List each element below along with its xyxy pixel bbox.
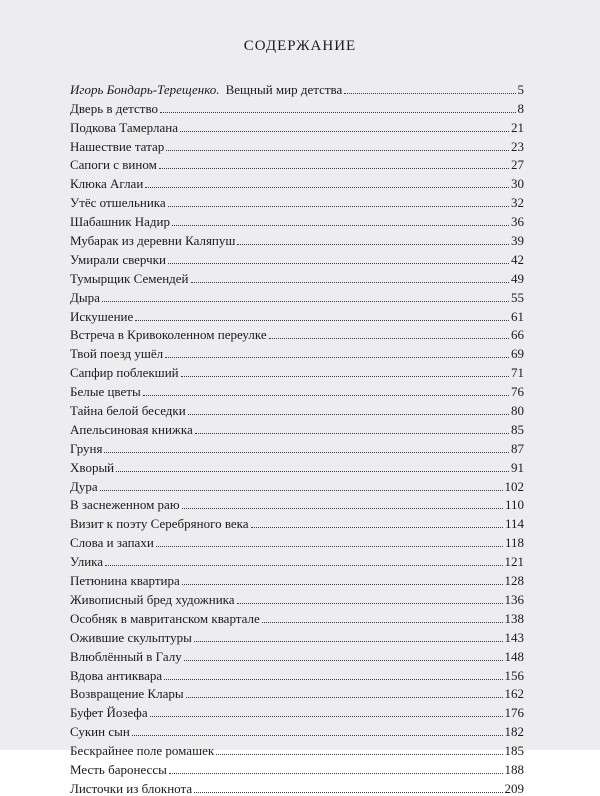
toc-entry xyxy=(70,342,524,361)
toc-entry xyxy=(70,399,524,418)
toc-entry-page: 36 xyxy=(511,214,524,230)
toc-entry xyxy=(70,97,524,116)
dot-leader xyxy=(237,244,509,245)
toc-entry-title: Визит к поэту Серебряного века xyxy=(70,516,249,532)
toc-entry xyxy=(70,172,524,191)
dot-leader xyxy=(194,641,503,642)
toc-entry xyxy=(70,229,524,248)
toc-entry xyxy=(70,645,524,664)
toc-entry-page: 66 xyxy=(511,327,524,343)
toc-entry-title: Возвращение Клары xyxy=(70,686,184,702)
dot-leader xyxy=(166,150,509,151)
toc-entry-title: Клюка Аглаи xyxy=(70,176,144,192)
dot-leader xyxy=(156,546,503,547)
toc-entry xyxy=(70,305,524,324)
dot-leader xyxy=(188,414,509,415)
toc-entry-title: Тумырщик Семендей xyxy=(70,270,189,286)
toc-entry-title: Дверь в детство xyxy=(70,100,158,116)
toc-entry xyxy=(70,758,524,777)
toc-entry-title: Встреча в Кривоколенном переулке xyxy=(70,327,267,343)
toc-entry-title: Утёс отшельника xyxy=(70,195,166,211)
toc-entry-page: 176 xyxy=(504,705,524,721)
toc-entry-page: 182 xyxy=(504,724,524,740)
dot-leader xyxy=(172,225,509,226)
dot-leader xyxy=(194,792,502,793)
toc-entry xyxy=(70,664,524,683)
toc-entry xyxy=(70,720,524,739)
toc-entry-title: Дура xyxy=(70,478,98,494)
toc-entry xyxy=(70,777,524,796)
toc-entry-title: Месть баронессы xyxy=(70,761,167,777)
dot-leader xyxy=(186,697,503,698)
toc-entry-page: 69 xyxy=(511,346,524,362)
toc-entry-page: 5 xyxy=(517,81,524,97)
toc-entry-page: 21 xyxy=(511,119,524,135)
toc-entry-title: Влюблённый в Галу xyxy=(70,648,182,664)
toc-entry-title: Искушение xyxy=(70,308,134,324)
toc-entry-title: Шабашник Надир xyxy=(70,214,170,230)
toc-entry xyxy=(70,380,524,399)
toc-entry xyxy=(70,569,524,588)
toc-entry-page: 8 xyxy=(517,100,524,116)
dot-leader xyxy=(100,490,503,491)
dot-leader xyxy=(195,433,509,434)
toc-entry xyxy=(70,550,524,569)
dot-leader xyxy=(102,301,509,302)
toc-entry xyxy=(70,531,524,550)
toc-entry xyxy=(70,683,524,702)
toc-entry-page: 55 xyxy=(511,289,524,305)
toc-entry-title: Петюнина квартира xyxy=(70,573,180,589)
toc-entry-page: 121 xyxy=(504,554,524,570)
toc-entry xyxy=(70,701,524,720)
dot-leader xyxy=(160,112,516,113)
dot-leader xyxy=(159,168,509,169)
toc-entry-page: 76 xyxy=(511,384,524,400)
toc-entry-title: Груня xyxy=(70,440,103,456)
toc-entry-page: 188 xyxy=(504,761,524,777)
toc-entry-title: Апельсиновая книжка xyxy=(70,421,193,437)
toc-entry xyxy=(70,588,524,607)
toc-entry-title: Сапоги с вином xyxy=(70,157,157,173)
dot-leader xyxy=(251,527,503,528)
dot-leader xyxy=(104,452,509,453)
dot-leader xyxy=(164,679,502,680)
toc-entry-page: 148 xyxy=(504,648,524,664)
toc-entry-intro xyxy=(70,78,524,97)
dot-leader xyxy=(135,320,509,321)
toc-entry-page: 39 xyxy=(511,233,524,249)
toc-entry-page: 209 xyxy=(504,780,524,796)
toc-entry xyxy=(70,135,524,154)
toc-entry-title: Живописный бред художника xyxy=(70,591,235,607)
toc-entry-title: Листочки из блокнота xyxy=(70,780,193,796)
toc-entry-title: Бескрайнее поле ромашек xyxy=(70,743,215,759)
toc-entry-page: 30 xyxy=(511,176,524,192)
toc-entry-title: Вдова антиквара xyxy=(70,667,163,683)
toc-entry-page: 114 xyxy=(504,516,524,532)
dot-leader xyxy=(165,357,509,358)
toc-entry-page: 61 xyxy=(511,308,524,324)
toc-entry xyxy=(70,248,524,267)
toc-entry-page: 23 xyxy=(511,138,524,154)
dot-leader xyxy=(344,93,515,94)
dot-leader xyxy=(132,735,503,736)
toc-entry-page: 49 xyxy=(511,270,524,286)
toc-entry-title: Дыра xyxy=(70,289,100,305)
dot-leader xyxy=(168,206,509,207)
toc-entry-page: 162 xyxy=(504,686,524,702)
toc-entry-title: Сукин сын xyxy=(70,724,130,740)
page-title: СОДЕРЖАНИЕ xyxy=(243,38,357,54)
toc-entry-page: 85 xyxy=(511,421,524,437)
toc-entry-title: Слова и запахи xyxy=(70,535,154,551)
toc-entry xyxy=(70,191,524,210)
toc-entry xyxy=(70,607,524,626)
toc-entry xyxy=(70,418,524,437)
toc-entry-title-text: Вещный мир детства xyxy=(225,81,343,97)
toc-entry-page: 138 xyxy=(504,610,524,626)
toc-entry-title: Белые цветы xyxy=(70,384,141,400)
toc-entry-page: 71 xyxy=(511,365,524,381)
toc-entry-page: 102 xyxy=(504,478,524,494)
toc-entry-page: 27 xyxy=(511,157,524,173)
toc-entry-page: 185 xyxy=(504,743,524,759)
toc-entry xyxy=(70,154,524,173)
toc-entry-title: Сапфир поблекший xyxy=(70,365,179,381)
toc-entry-title: Нашествие татар xyxy=(70,138,165,154)
toc-entry-page: 143 xyxy=(504,629,524,645)
toc-entry-page: 118 xyxy=(504,535,524,551)
toc-entry-title: Умирали сверчки xyxy=(70,251,166,267)
toc-entry-page: 136 xyxy=(504,591,524,607)
dot-leader xyxy=(262,622,503,623)
toc-entry-title: Подкова Тамерлана xyxy=(70,119,178,135)
toc-entry xyxy=(70,361,524,380)
toc-entry xyxy=(70,267,524,286)
toc-entry xyxy=(70,512,524,531)
toc-entry-title: Хворый xyxy=(70,459,115,475)
dot-leader xyxy=(143,395,509,396)
toc-entry xyxy=(70,116,524,135)
dot-leader xyxy=(237,603,503,604)
dot-leader xyxy=(168,263,509,264)
toc-entry xyxy=(70,286,524,305)
toc-entry-title: Мубарак из деревни Каляпуш xyxy=(70,233,236,249)
toc-entry-title: Твой поезд ушёл xyxy=(70,346,164,362)
toc-entry-page: 87 xyxy=(511,440,524,456)
toc-entry xyxy=(70,324,524,343)
toc-entry-page: 156 xyxy=(504,667,524,683)
toc-entry-title: Тайна белой беседки xyxy=(70,403,186,419)
toc-entry-page: 32 xyxy=(511,195,524,211)
toc-entry-author: Игорь Бондарь-Терещенко. xyxy=(70,81,220,97)
toc-entry-page: 91 xyxy=(511,459,524,475)
toc-entry xyxy=(70,494,524,513)
dot-leader xyxy=(145,187,509,188)
dot-leader xyxy=(181,376,509,377)
table-of-contents xyxy=(70,78,524,796)
toc-entry xyxy=(70,456,524,475)
dot-leader xyxy=(216,754,502,755)
toc-entry-title: В заснеженном раю xyxy=(70,497,180,513)
dot-leader xyxy=(116,471,509,472)
toc-entry-title: Улика xyxy=(70,554,104,570)
dot-leader xyxy=(169,773,503,774)
toc-entry-title xyxy=(70,82,342,97)
toc-entry xyxy=(70,739,524,758)
dot-leader xyxy=(182,508,503,509)
toc-entry-title: Буфет Йозефа xyxy=(70,705,148,721)
toc-entry-page: 80 xyxy=(511,403,524,419)
toc-entry-page: 128 xyxy=(504,573,524,589)
toc-entry xyxy=(70,437,524,456)
toc-entry-title: Особняк в мавританском квартале xyxy=(70,610,260,626)
toc-entry xyxy=(70,626,524,645)
dot-leader xyxy=(269,338,509,339)
toc-entry xyxy=(70,475,524,494)
dot-leader xyxy=(150,716,503,717)
toc-entry-page: 110 xyxy=(504,497,524,513)
dot-leader xyxy=(182,584,503,585)
dot-leader xyxy=(180,131,509,132)
dot-leader xyxy=(191,282,509,283)
dot-leader xyxy=(105,565,502,566)
toc-entry-page: 42 xyxy=(511,251,524,267)
dot-leader xyxy=(184,660,503,661)
toc-entry xyxy=(70,210,524,229)
toc-entry-title: Ожившие скульптуры xyxy=(70,629,192,645)
